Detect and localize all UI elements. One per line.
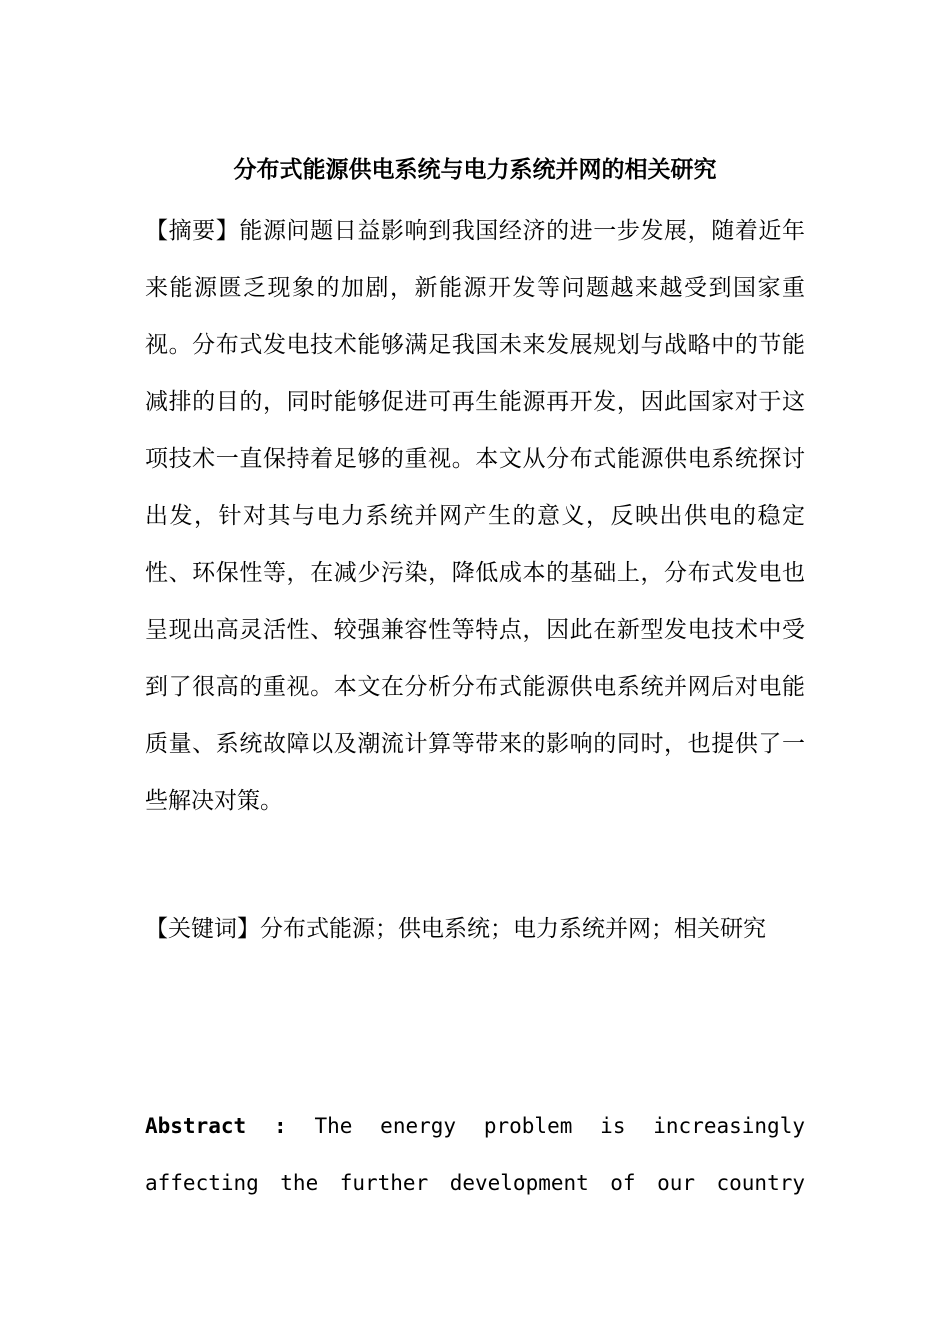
abstract-en <box>145 1098 805 1212</box>
abstract-en-text: The energy problem is increasingly affecting the further development of our country <box>145 1114 805 1195</box>
abstract-cn-text: 能源问题日益影响到我国经济的进一步发展，随着近年来能源匮乏现象的加剧，新能源开发等问题越来越受到国家重视。分布式发电技术能够满足我国未来发展规划与战略中的节能减排的目的，同时能够促进可再生能源再开发，因此国家对于这项技术一直保持着足够的重视。本文从分布式能源供电系统探讨出发，针对其与电力系统并网产生的意义，反映出供电的稳定性、环保性等，在减少污染，降低成本的基础上，分布式发电也呈现出高灵活性、较强兼容性等特点，因此在新型发电技术中受到了很高的重视。本文在分析分布式能源供电系统并网后对电能质量、系统故障以及潮流计算等带来的影响的同时，也提供了一些解决对策。 <box>145 218 806 814</box>
page-title: 分布式能源供电系统与电力系统并网的相关研究 <box>233 156 717 183</box>
abstract-en-label: Abstract : <box>145 1114 287 1138</box>
abstract-cn <box>145 203 805 830</box>
keywords-cn-label: 【关键词】 <box>145 916 260 942</box>
keywords-cn-text: 分布式能源；供电系统；电力系统并网；相关研究 <box>260 916 766 942</box>
abstract-cn-label: 【摘要】 <box>145 218 240 244</box>
keywords-cn <box>145 901 805 958</box>
